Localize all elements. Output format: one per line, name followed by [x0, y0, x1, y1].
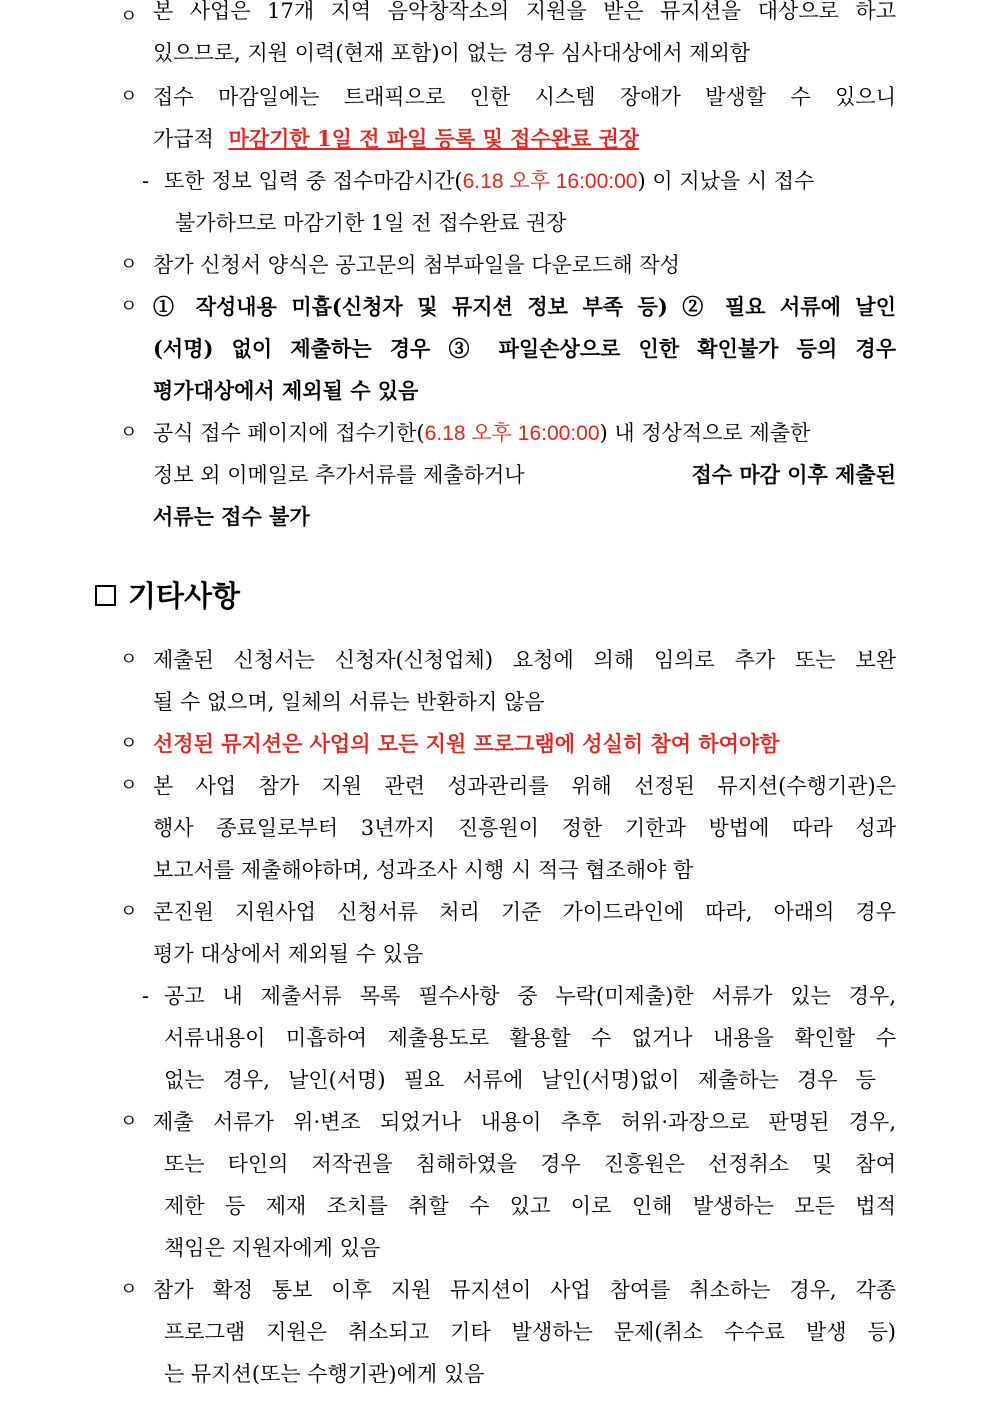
text-line: 참가 신청서 양식은 공고문의 첨부파일을 다운로드해 작성: [153, 253, 680, 277]
text-line: 있으므로, 지원 이력(현재 포함)이 없는 경우 심사대상에서 제외함: [153, 41, 751, 65]
text-line: 제한 등 제재 조치를 취할 수 있고 이로 인해 발생하는 모든 법적: [164, 1194, 896, 1218]
text-line: 될 수 없으며, 일체의 서류는 반환하지 않음: [153, 690, 545, 714]
text-line: 제출 서류가 위·변조 되었거나 내용이 추후 허위·과장으로 판명된 경우,: [153, 1110, 896, 1134]
bullet-icon: ㅇ: [120, 1111, 138, 1132]
bullet-icon: ㅇ: [120, 1279, 138, 1300]
section-heading: [95, 574, 240, 618]
text-line: 는 뮤지션(또는 수행기관)에게 있음: [164, 1362, 485, 1386]
text-line: 서류내용이 미흡하여 제출용도로 활용할 수 없거나 내용을 확인할 수: [164, 1026, 896, 1050]
dash-marker: -: [142, 984, 150, 1008]
text-line: 공고 내 제출서류 목록 필수사항 중 누락(미제출)한 서류가 있는 경우,: [164, 984, 896, 1008]
bullet-icon: ㅇ: [120, 775, 138, 796]
text-line: 불가하므로 마감기한 1일 전 접수완료 권장: [175, 211, 567, 235]
text-line: 참가 확정 통보 이후 지원 뮤지션이 사업 참여를 취소하는 경우, 각종: [153, 1278, 896, 1302]
bullet-icon: ㅇ: [120, 254, 138, 275]
text-line: 제출된 신청서는 신청자(신청업체) 요청에 의해 임의로 추가 또는 보완: [153, 648, 896, 672]
text-line: 접수 마감일에는 트래픽으로 인한 시스템 장애가 발생할 수 있으니: [153, 85, 896, 109]
text-segment: 또한 정보 입력 중 접수마감시간(6.18 오후 16:00:00) 이 지났을 시 접수: [164, 169, 815, 193]
deadline-time: 6.18 오후 16:00:00: [424, 422, 600, 445]
bullet-icon: ㅇ: [120, 901, 138, 922]
deadline-time: 6.18 오후 16:00:00: [462, 170, 638, 193]
participation-notice: 선정된 뮤지션은 사업의 모든 지원 프로그램에 성실히 참여 하여야함: [153, 731, 780, 756]
deadline-recommendation: 마감기한 1일 전 파일 등록 및 접수완료 권장: [228, 126, 640, 151]
text-line: 행사 종료일로부터 3년까지 진흥원이 정한 기한과 방법에 따라 성과: [153, 816, 896, 840]
text-line: [164, 164, 896, 198]
text-line: 본 사업 참가 지원 관련 성과관리를 위해 선정된 뮤지션(수행기관)은: [153, 774, 896, 798]
text-line: 또는 타인의 저작권을 침해하였을 경우 진흥원은 선정취소 및 참여: [164, 1152, 896, 1176]
dash-marker: -: [142, 169, 150, 193]
text-segment: 가급적: [153, 127, 214, 151]
checkbox-square-icon: [95, 585, 116, 606]
section-title: 기타사항: [128, 579, 241, 613]
text-line: 평가 대상에서 제외될 수 있음: [153, 942, 424, 966]
text-line: 없는 경우, 날인(서명) 필요 서류에 날인(서명)없이 제출하는 경우 등: [164, 1068, 876, 1092]
text-line: 공식 접수 페이지에 접수기한(6.18 오후 16:00:00) 내 정상적으로 제출한: [153, 421, 811, 445]
bullet-icon: ㅇ: [120, 422, 138, 443]
bullet-icon: ㅇ: [120, 733, 138, 754]
text-line: [153, 122, 639, 156]
text-line: 본 사업은 17개 지역 음악창작소의 지원을 받은 뮤지션을 대상으로 하고: [153, 0, 896, 23]
text-line: ① 작성내용 미흡(신청자 및 뮤지션 정보 부족 등) ② 필요 서류에 날인: [153, 294, 896, 319]
text-line: 정보 외 이메일로 추가서류를 제출하거나 접수 마감 이후 제출된: [153, 462, 896, 487]
bullet-icon: ㅇ: [120, 86, 138, 107]
text-line: 서류는 접수 불가: [153, 504, 310, 529]
text-line: 책임은 지원자에게 있음: [164, 1236, 381, 1260]
bullet-icon: ㅇ: [120, 296, 138, 317]
text-line: 보고서를 제출해야하며, 성과조사 시행 시 적극 협조해야 함: [153, 858, 694, 882]
text-line: 콘진원 지원사업 신청서류 처리 기준 가이드라인에 따라, 아래의 경우: [153, 900, 896, 924]
bullet-icon: ㅇ: [120, 6, 138, 27]
text-line: 프로그램 지원은 취소되고 기타 발생하는 문제(취소 수수료 발생 등): [164, 1320, 896, 1344]
bullet-icon: ㅇ: [120, 649, 138, 670]
text-line: (서명) 없이 제출하는 경우 ③ 파일손상으로 인한 확인불가 등의 경우: [153, 336, 896, 361]
text-line: 평가대상에서 제외될 수 있음: [153, 378, 419, 403]
